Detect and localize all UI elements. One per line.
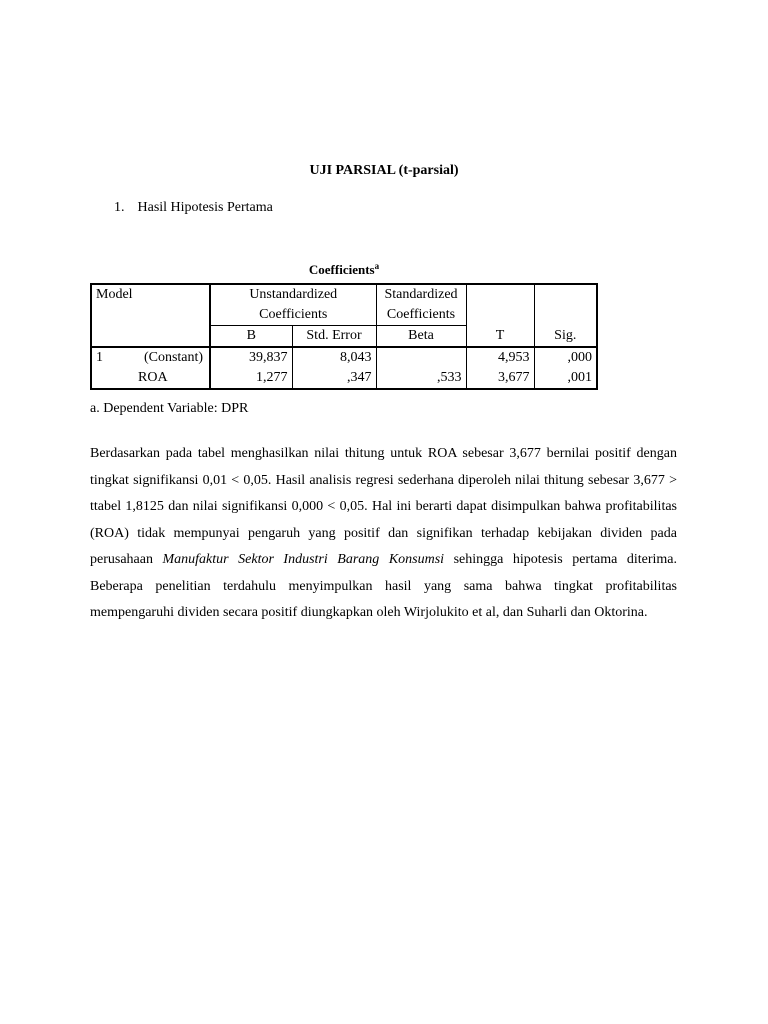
cell-std-error: ,347 [292, 368, 376, 389]
cell-std-error: 8,043 [292, 347, 376, 368]
page-title: UJI PARSIAL (t-parsial) [309, 163, 459, 178]
header-standardized-line1: Standardized [384, 287, 458, 302]
cell-beta: ,533 [376, 368, 466, 389]
section-heading [114, 200, 273, 216]
paragraph-italic-text: Manufaktur Sektor Industri Barang Konsumsi [162, 552, 445, 567]
table-title-text: Coefficients [308, 262, 375, 277]
cell-b: 1,277 [210, 368, 292, 389]
header-unstandardized [210, 284, 376, 326]
cell-beta [376, 347, 466, 368]
cell-sig: ,000 [534, 347, 597, 368]
cell-sig: ,001 [534, 368, 597, 389]
header-t: T [466, 284, 534, 347]
cell-t: 3,677 [466, 368, 534, 389]
header-standardized [376, 284, 466, 326]
paragraph-text-part2: sehingga hipotesis pertama diterima. Beberapa penelitian terdahulu menyimpulkan hasil yang sama bahwa tingkat profitabilitas mempengaruhi dividen secara positif diungkapkan oleh Wirjolukito et al, dan Suharli dan Oktorina. [90, 552, 677, 620]
header-unstandardized-line1: Unstandardized [249, 287, 338, 302]
header-unstandardized-line2: Coefficients [259, 307, 328, 322]
header-beta: Beta [376, 326, 466, 348]
table-title-footnote-mark: a [374, 261, 380, 271]
cell-variable: ROA [138, 370, 168, 385]
header-standardized-line2: Coefficients [386, 307, 456, 322]
table-footnote: a. Dependent Variable: DPR [90, 401, 249, 416]
table-row [91, 368, 597, 389]
cell-b: 39,837 [210, 347, 292, 368]
cell-model: 1 [91, 347, 138, 368]
cell-model [91, 368, 138, 389]
body-paragraph [90, 441, 677, 627]
section-number: 1. [114, 200, 125, 215]
table-title [90, 262, 598, 278]
section-heading-text: Hasil Hipotesis Pertama [137, 200, 273, 215]
header-b: B [210, 326, 292, 348]
header-model: Model [96, 287, 133, 302]
cell-t: 4,953 [466, 347, 534, 368]
cell-variable: (Constant) [138, 347, 210, 368]
header-sig: Sig. [534, 284, 597, 347]
paragraph-text-part1: Berdasarkan pada tabel menghasilkan nilai thitung untuk ROA sebesar 3,677 bernilai positif dengan tingkat signifikansi 0,01 < 0,05. Hasil analisis regresi sederhana diperoleh nilai thitung sebesar 3,677 > ttabel 1,8125 dan nilai signifikansi 0,000 < 0,05. Hal ini berarti dapat disimpulkan bahwa profitabilitas (ROA) tidak mempunyai pengaruh yang positif dan signifikan terhadap kebijakan dividen pada perusahaan [90, 446, 677, 567]
table-row [91, 347, 597, 368]
table-header-row-1 [91, 284, 597, 326]
header-std-error: Std. Error [292, 326, 376, 348]
coefficients-table [90, 283, 598, 390]
